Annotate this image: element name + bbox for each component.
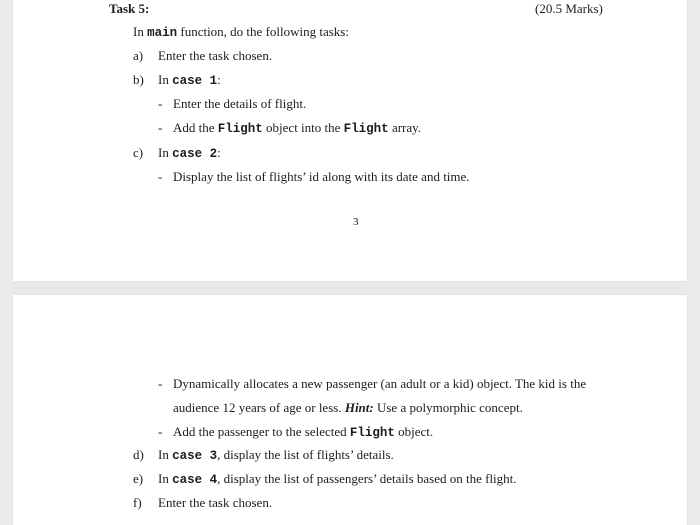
list-item-c-label: c) — [133, 145, 144, 160]
alloc-bullet-line-1: Dynamically allocates a new passenger (an adult or a kid) object. The kid is the — [173, 376, 587, 391]
bullet-dash: - — [158, 169, 163, 184]
flight-code: Flight — [349, 426, 395, 440]
task-intro — [133, 24, 349, 41]
list-item-b-label: b) — [133, 72, 144, 87]
case-1-code: case 1 — [172, 74, 218, 88]
flight-code: Flight — [217, 122, 263, 136]
list-item-f-label: f) — [133, 495, 142, 510]
hint-label: Hint: — [344, 400, 374, 415]
page-number: 3 — [353, 216, 359, 228]
list-item-e-text: In case 4, display the list of passengers’ details based on the flight. — [158, 471, 517, 487]
b-bullet-1: Enter the details of flight. — [173, 96, 307, 111]
case-3-code: case 3 — [172, 449, 218, 463]
list-item-f-text: Enter the task chosen. — [158, 495, 273, 510]
list-item-b-text: In case 1: — [158, 72, 221, 88]
case-4-code: case 4 — [172, 473, 218, 487]
intro-code: main — [147, 26, 178, 40]
list-item-a-text: Enter the task chosen. — [158, 48, 273, 63]
document-page-1 — [13, 0, 687, 281]
add-passenger-bullet: Add the passenger to the selected Flight object. — [173, 424, 434, 440]
list-item-a-label: a) — [133, 48, 144, 63]
bullet-dash: - — [158, 120, 163, 135]
intro-post: function, do the following tasks: — [180, 24, 349, 39]
case-2-code: case 2 — [172, 147, 218, 161]
document-page-2 — [13, 295, 687, 525]
alloc-bullet-line-2: audience 12 years of age or less. Hint: Use a polymorphic concept. — [173, 400, 523, 415]
task-title: Task 5: — [109, 1, 150, 16]
task-marks: (20.5 Marks) — [535, 1, 603, 16]
c-bullet-1: Display the list of flights’ id along with its date and time. — [173, 169, 470, 184]
list-item-c-text: In case 2: — [158, 145, 221, 161]
bullet-dash: - — [158, 96, 163, 111]
bullet-dash: - — [158, 424, 163, 439]
intro-pre: In — [133, 24, 144, 39]
list-item-d-text: In case 3, display the list of flights’ details. — [158, 447, 394, 463]
bullet-dash: - — [158, 376, 163, 391]
list-item-e-label: e) — [133, 471, 144, 486]
list-item-d-label: d) — [133, 447, 144, 462]
b-bullet-2: Add the Flight object into the Flight array. — [173, 120, 422, 136]
flight-code: Flight — [343, 122, 389, 136]
